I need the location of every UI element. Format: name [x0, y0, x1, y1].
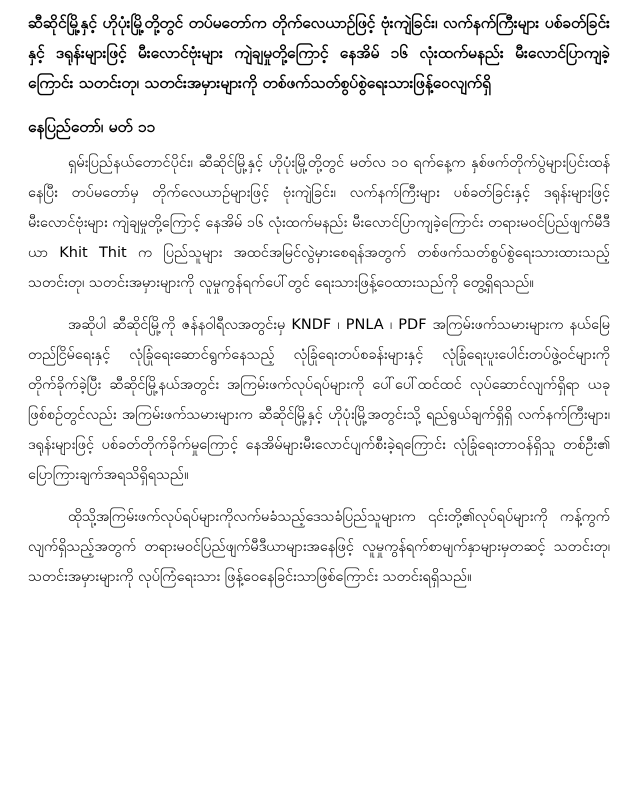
article-paragraph-1: ရှမ်းပြည်နယ်တောင်ပိုင်း၊ ဆီဆိုင်မြို့နှင့် ဟိုပုံးမြို့တို့တွင် မတ်လ ၁၀ ရက်နေ့က နှစ်ဖက်တိုက်ပွဲများပြင်းထန်နေပြီး တပ်မတော်မှ တိုက်လေယာဉ်များဖြင့် ဗုံးကျဲခြင်း၊ လက်နက်ကြီးများ ပစ်ခတ်ခြင်းနှင့် ဒရုန်းများဖြင့် မီးလောင်ဗုံးများ ကျဲချမှုတို့ကြောင့် နေအိမ် ၁၆ လုံးထက်မနည်း မီးလောင်ပြာကျခဲ့ကြောင်း တရားမဝင်ပြည်ဖျက်မီဒီယာ Khit Thit က ပြည်သူများ အထင်အမြင်လွဲမှားစေရန်အတွက် တစ်ဖက်သတ်စွပ်စွဲရေးသားထားသည့် သတင်းတု၊ သတင်းအမှားများကို လူမှုကွန်ရက်ပေါ်တွင် ရေးသားဖြန့်ဝေထားသည်ကို တွေ့ရှိရသည်။: [28, 155, 610, 291]
article-paragraph-2: အဆိုပါ ဆီဆိုင်မြို့ကို ဇန်နဝါရီလအတွင်းမှ KNDF ၊ PNLA ၊ PDF အကြမ်းဖက်သမားများက နယ်မြေတည်ငြိမ်ရေးနှင့် လုံခြုံရေးဆောင်ရွက်နေသည့် လုံခြုံရေးတပ်စခန်းများနှင့် လုံခြုံရေးပူးပေါင်းတပ်ဖွဲ့ဝင်များကို တိုက်ခိုက်ခဲ့ပြီး ဆီဆိုင်မြို့နယ်အတွင်း အကြမ်းဖက်လုပ်ရပ်များကို ပေါ်ပေါ်ထင်ထင် လုပ်ဆောင်လျက်ရှိရာ ယခုဖြစ်စဉ်တွင်လည်း အကြမ်းဖက်သမားများက ဆီဆိုင်မြို့နှင့် ဟိုပုံးမြို့အတွင်းသို့ ရည်ရွယ်ချက်ရှိရှိ လက်နက်ကြီးများ၊ ဒရုန်းများဖြင့် ပစ်ခတ်တိုက်ခိုက်မှုကြောင့် နေအိမ်များမီးလောင်ပျက်စီးခဲ့ရကြောင်း လုံခြုံရေးတာဝန်ရှိသူ တစ်ဦး၏ ပြောကြားချက်အရသိရှိရသည်။: [28, 317, 610, 483]
article-dateline: နေပြည်တော်၊ မတ် ၁၁: [28, 118, 156, 136]
article-paragraph-3: ထိုသို့အကြမ်းဖက်လုပ်ရပ်များကိုလက်မခံသည့်ဒေသခံပြည်သူများက ၎င်းတို့၏လုပ်ရပ်များကို ကန့်ကွက်လျက်ရှိသည့်အတွက် တရားမဝင်ပြည်ဖျက်မီဒီယာများအနေဖြင့် လူမှုကွန်ရက်စာမျက်နှာများမှတဆင့် သတင်းတု၊ သတင်းအမှားများကို လုပ်ကြံရေးသား ဖြန့်ဝေနေခြင်းသာဖြစ်ကြောင်း သတင်းရရှိသည်။: [28, 509, 610, 585]
article-headline: ဆီဆိုင်မြို့နှင့် ဟိုပုံးမြို့တို့တွင် တပ်မတော်က တိုက်လေယာဉ်ဖြင့် ဗုံးကျဲခြင်း၊ လက်နက်ကြီးများ ပစ်ခတ်ခြင်းနှင့် ဒရုန်းများဖြင့် မီးလောင်ဗုံးများ ကျဲချမှုတို့ကြောင့် နေအိမ် ၁၆ လုံးထက်မနည်း မီးလောင်ပြာကျခဲ့ကြောင်း သတင်းတု၊ သတင်းအမှားများကို တစ်ဖက်သတ်စွပ်စွဲရေးသားဖြန့်ဝေလျက်ရှိ: [28, 14, 610, 92]
